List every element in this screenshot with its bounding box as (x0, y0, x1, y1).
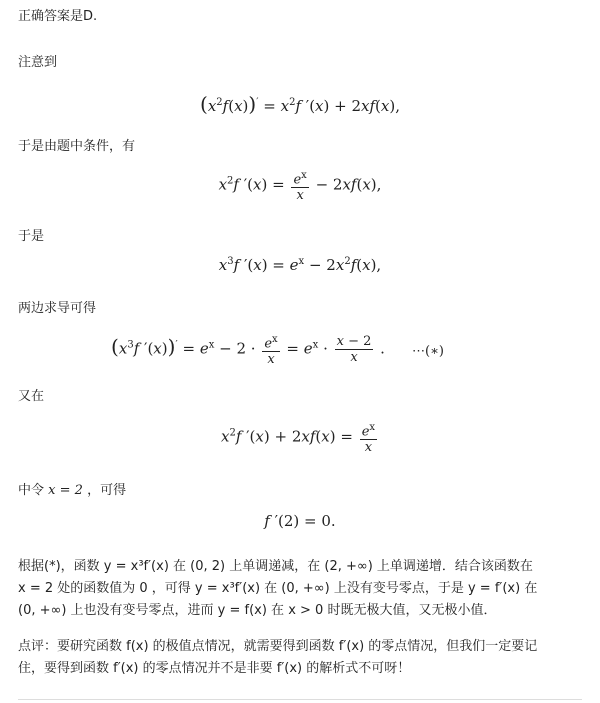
let-prefix: 中令 (18, 483, 45, 498)
equation-4-tag: ⋯(∗) (412, 344, 444, 359)
condition-line: 于是由题中条件，有 (18, 139, 136, 154)
answer-line: 正确答案是D. (18, 9, 98, 24)
equation-3: $x^3f$ $'(x) = e^x - 2x^2f(x)$, (218, 256, 382, 274)
comment-line-1: 点评：要研究函数 f(x) 的极值点情况，就需要得到函数 f′(x) 的零点情况，但我们一定要记 (18, 639, 538, 654)
also-line: 又在 (18, 389, 45, 404)
conclusion-line-3: (0, +∞) 上也没有变号零点，进而 y = f(x) 在 x > 0 时既无极大值，又无极小值． (18, 603, 497, 618)
let-line (18, 482, 126, 500)
notice-line: 注意到 (18, 55, 58, 70)
derive-line: 两边求导可得 (18, 301, 97, 316)
let-equation: x = 2 (48, 483, 83, 498)
comment-paragraph (18, 636, 584, 680)
bottom-divider (18, 699, 582, 700)
conclusion-line-2: x = 2 处的函数值为 0 ，可得 y = x³f′(x) 在 (0, +∞) 上没有变号零点，于是 y = f′(x) 在 (18, 581, 538, 596)
equation-6: f ′(2) = 0. (264, 512, 336, 530)
let-suffix: ，可得 (87, 483, 127, 498)
conclusion-paragraph (18, 556, 584, 622)
equation-5: $x^2f$ ′(x) + 2xf(x) = $\frac{e^x}{x}$ (220, 422, 376, 456)
comment-line-2: 住，要得到函数 f′(x) 的零点情况并不是非要 f′(x) 的解析式不可呀！ (18, 661, 411, 676)
equation-2: $x^2f$ ′(x) = $\frac{e^x}{x}$ − 2xf(x), (218, 170, 382, 204)
conclusion-line-1: 根据(*)，函数 y = x³f′(x) 在 (0, 2) 上单调递减，在 (2, +∞) 上单调递增．结合该函数在 (18, 559, 533, 574)
so-line: 于是 (18, 229, 45, 244)
equation-4: ($x^3f$ $'(x))' = e^x - 2$ · $\frac{e^x}{x}$ = $e^x$ · $\frac{x - 2}{x}$ . (111, 334, 385, 368)
equation-1: $(x^2f(x))' = x^2f$ ′(x) + 2xf(x), (200, 92, 400, 116)
